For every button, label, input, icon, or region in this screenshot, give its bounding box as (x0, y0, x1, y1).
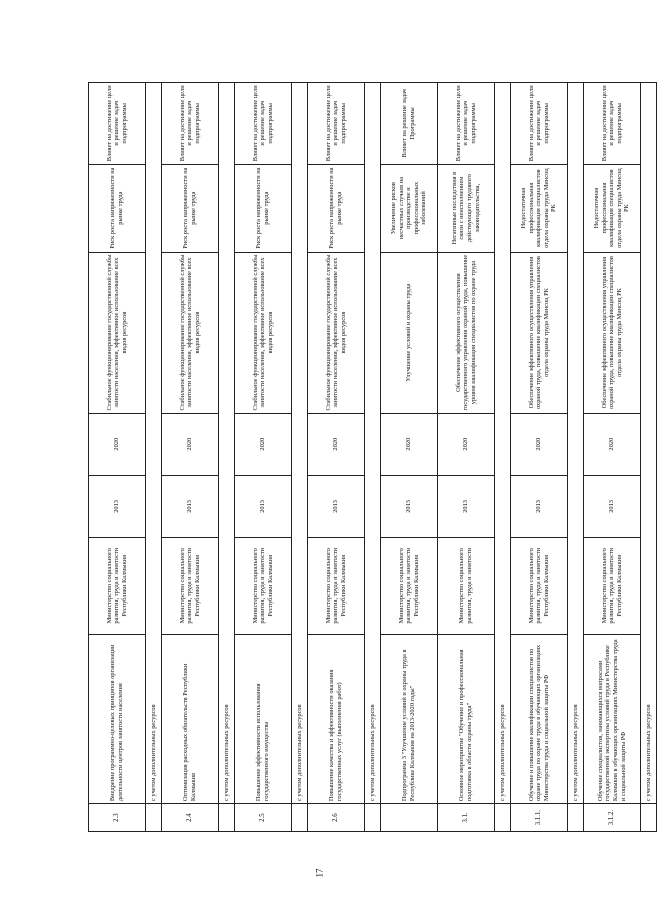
item-number: 3.1. (438, 804, 495, 832)
measure-name: Обучение и повышение квалификации специалистов по охране труда по охране труда в обучающих организациях Министерства труда и социальной защиты РФ (511, 634, 568, 804)
link-to-indicators: Влияет на достижение цели и решение задач подпрограммы (308, 83, 365, 165)
link-to-indicators: Влияет на достижение цели и решение задач подпрограммы (89, 83, 146, 165)
expected-result: Обеспечение эффективного осуществления управления охраной труда, повышение квалификации специалистов отдела охраны труда Минсоц РК (511, 252, 568, 413)
responsible-executor: Министерство социального развития, труда и занятости Республики Калмыкия (235, 538, 292, 635)
note-num-cell (146, 804, 162, 832)
measure-name: Повышение качества и эффективности оказания государственных услуг (выполнения работ) (308, 634, 365, 804)
note-num-cell (292, 804, 308, 832)
measure-name: Обучение специалистов, занимающихся вопросами государственной экспертизы условий труда в Республике Калмыкия в обучающих организациях Министерства труда и социальной защиты РФ (584, 634, 641, 804)
page-number: 17 (314, 868, 325, 878)
expected-result: Обеспечение эффективного осуществления государственного управления охраной труда, повышение уровня квалификации специалистов по охране труда (438, 252, 495, 413)
measure-name: Основное мероприятие "Обучение и профессиональная подготовка в области охраны труда" (438, 634, 495, 804)
item-number (381, 804, 438, 832)
note-row (365, 83, 381, 832)
note-text: с учетом дополнительных ресурсов (219, 83, 235, 804)
item-number: 2.3 (89, 804, 146, 832)
responsible-executor: Министерство социального развития, труда и занятости (438, 538, 495, 635)
note-row (641, 83, 657, 832)
start-year: 2013 (381, 475, 438, 537)
note-row (219, 83, 235, 832)
start-year: 2013 (438, 475, 495, 537)
responsible-executor: Министерство социального развития, труда и занятости Республики Калмыкия (89, 538, 146, 635)
responsible-executor: Министерство социального развития, труда и занятости Республики Калмыкия (511, 538, 568, 635)
link-to-indicators: Влияет на достижение цели и решение задач подпрограммы (235, 83, 292, 165)
measure-name: Повышение эффективности использования государственного имущества (235, 634, 292, 804)
expected-result: Стабильное функционирование государственной службы занятости населения, эффективное использование всех видов ресурсов (89, 252, 146, 413)
non-implementation-risk: Недостаточная профессиональная квалификация специалистов отдела охраны труда Минсоц РК (584, 164, 641, 252)
start-year: 2013 (308, 475, 365, 537)
item-number: 2.6 (308, 804, 365, 832)
non-implementation-risk: Негативные последствия в связи с неисполнением действующего трудового законодательства, (438, 164, 495, 252)
table-body (89, 83, 657, 832)
note-text: с учетом дополнительных ресурсов (292, 83, 308, 804)
expected-result: Обеспечение эффективного осуществления управления охраной труда, повышение квалификации специалистов отдела охраны труда Минсоц РК (584, 252, 641, 413)
start-year: 2013 (584, 475, 641, 537)
link-to-indicators: Влияет на достижение цели и решение задач подпрограммы (162, 83, 219, 165)
link-to-indicators: Влияет на достижение цели и решение задач подпрограммы (511, 83, 568, 165)
measure-name: Подпрограмма 3 "Улучшение условий и охраны труда в Республике Калмыкия на 2013-2020 годы" (381, 634, 438, 804)
expected-result: Стабильное функционирование государственной службы занятости населения, эффективное использование всех видов ресурсов (162, 252, 219, 413)
item-number: 3.1.1. (511, 804, 568, 832)
end-year: 2020 (438, 413, 495, 475)
note-row (495, 83, 511, 832)
table-row (89, 83, 146, 832)
measure-name: Оптимизация расходных обязательств Республики Калмыкия (162, 634, 219, 804)
table-row (511, 83, 568, 832)
note-row (568, 83, 584, 832)
responsible-executor: Министерство социального развития, труда и занятости Республики Калмыкия (162, 538, 219, 635)
link-to-indicators: Влияет на решение задач Программы (381, 83, 438, 165)
expected-result: Стабильное функционирование государственной службы занятости населения, эффективное использование всех видов ресурсов (235, 252, 292, 413)
start-year: 2013 (162, 475, 219, 537)
table-row (584, 83, 641, 832)
end-year: 2020 (162, 413, 219, 475)
note-text: с учетом дополнительных ресурсов (365, 83, 381, 804)
table-row (308, 83, 365, 832)
table-row (438, 83, 495, 832)
table-row (381, 83, 438, 832)
non-implementation-risk: Риск роста напряженности на рынке труда (235, 164, 292, 252)
table-row (235, 83, 292, 832)
responsible-executor: Министерство социального развития, труда и занятости Республики Калмыкия (381, 538, 438, 635)
note-row (292, 83, 308, 832)
start-year: 2013 (235, 475, 292, 537)
rotated-table-page (88, 82, 652, 832)
end-year: 2020 (308, 413, 365, 475)
note-text: с учетом дополнительных ресурсов (146, 83, 162, 804)
non-implementation-risk: Риск роста напряженности на рынке труда (162, 164, 219, 252)
item-number: 3.1.2. (584, 804, 641, 832)
table-row (162, 83, 219, 832)
program-measures-table (88, 82, 657, 832)
non-implementation-risk: Недостаточная профессиональная квалификация специалистов отдела охраны труда Минсоц РК (511, 164, 568, 252)
non-implementation-risk: Риск роста напряженности на рынке труда (308, 164, 365, 252)
note-row (146, 83, 162, 832)
link-to-indicators: Влияет на достижение цели и решение задач подпрограммы (438, 83, 495, 165)
item-number: 2.4 (162, 804, 219, 832)
end-year: 2020 (235, 413, 292, 475)
non-implementation-risk: Увеличение рисков несчастных случаев на производстве и профессиональных заболеваний (381, 164, 438, 252)
note-num-cell (495, 804, 511, 832)
end-year: 2020 (381, 413, 438, 475)
start-year: 2013 (89, 475, 146, 537)
note-text: с учетом дополнительных ресурсов (641, 83, 657, 804)
link-to-indicators: Влияет на достижение цели и решение задач подпрограммы (584, 83, 641, 165)
item-number: 2.5 (235, 804, 292, 832)
note-num-cell (641, 804, 657, 832)
note-num-cell (568, 804, 584, 832)
note-num-cell (219, 804, 235, 832)
end-year: 2020 (511, 413, 568, 475)
responsible-executor: Министерство социального развития, труда и занятости Республики Калмыкия (584, 538, 641, 635)
note-num-cell (365, 804, 381, 832)
end-year: 2020 (89, 413, 146, 475)
end-year: 2020 (584, 413, 641, 475)
expected-result: Стабильное функционирование государственной службы занятости населения, эффективное использование всех видов ресурсов (308, 252, 365, 413)
start-year: 2013 (511, 475, 568, 537)
non-implementation-risk: Риск роста напряженности на рынке труда (89, 164, 146, 252)
note-text: с учетом дополнительных ресурсов (495, 83, 511, 804)
responsible-executor: Министерство социального развития, труда и занятости Республики Калмыкия (308, 538, 365, 635)
expected-result: Улучшение условий и охраны труда (381, 252, 438, 413)
measure-name: Внедрение программно-целевых принципов организации деятельности центров занятости населения (89, 634, 146, 804)
note-text: с учетом дополнительных ресурсов (568, 83, 584, 804)
